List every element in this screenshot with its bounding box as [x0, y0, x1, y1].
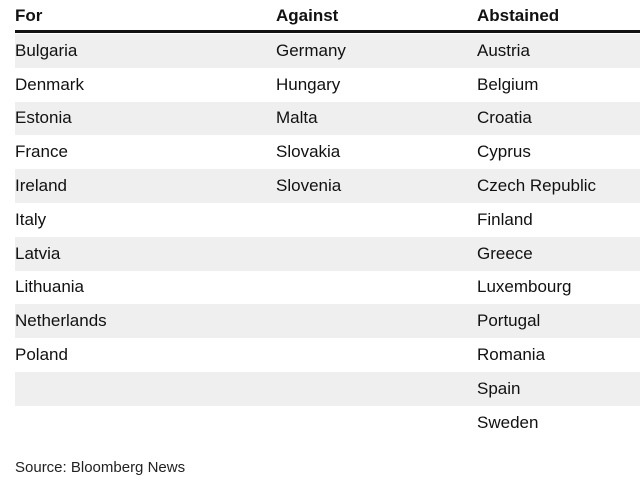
cell-abstained: Greece	[477, 243, 533, 263]
table-row	[15, 102, 640, 136]
cell-against: Hungary	[276, 74, 341, 94]
cell-abstained: Finland	[477, 209, 533, 229]
cell-abstained: Cyprus	[477, 142, 531, 162]
header-for: For	[15, 6, 43, 25]
table-row	[15, 338, 640, 372]
table-row	[15, 237, 640, 271]
cell-for: France	[15, 142, 68, 162]
cell-for: Netherlands	[15, 311, 107, 331]
cell-against: Slovakia	[276, 142, 341, 162]
cell-for: Latvia	[15, 243, 61, 263]
table-row	[15, 372, 640, 406]
cell-abstained: Portugal	[477, 311, 541, 331]
cell-abstained: Croatia	[477, 108, 532, 128]
cell-for: Italy	[15, 209, 47, 229]
table-row	[15, 169, 640, 203]
table-row	[15, 271, 640, 305]
cell-for: Bulgaria	[15, 40, 78, 60]
table-row	[15, 406, 640, 440]
cell-against: Malta	[276, 108, 318, 128]
table-row	[15, 203, 640, 237]
header-against: Against	[276, 6, 339, 25]
table-body	[15, 33, 640, 440]
cell-abstained: Belgium	[477, 74, 539, 94]
table-row	[15, 135, 640, 169]
source-note: Source: Bloomberg News	[15, 459, 186, 476]
cell-for: Ireland	[15, 176, 67, 196]
table-header	[15, 0, 640, 33]
table-row	[15, 304, 640, 338]
cell-abstained: Austria	[477, 40, 530, 60]
vote-table	[15, 0, 640, 440]
cell-abstained: Sweden	[477, 412, 539, 432]
header-abstained: Abstained	[477, 6, 560, 25]
cell-abstained: Czech Republic	[477, 176, 597, 196]
cell-abstained: Luxembourg	[477, 277, 572, 297]
cell-for: Lithuania	[15, 277, 85, 297]
table-row	[15, 68, 640, 102]
table-row	[15, 34, 640, 68]
cell-against: Slovenia	[276, 176, 342, 196]
cell-for: Denmark	[15, 74, 84, 94]
cell-against: Germany	[276, 40, 346, 60]
cell-for: Estonia	[15, 108, 72, 128]
cell-abstained: Romania	[477, 345, 546, 365]
cell-abstained: Spain	[477, 378, 521, 398]
cell-for: Poland	[15, 345, 68, 365]
